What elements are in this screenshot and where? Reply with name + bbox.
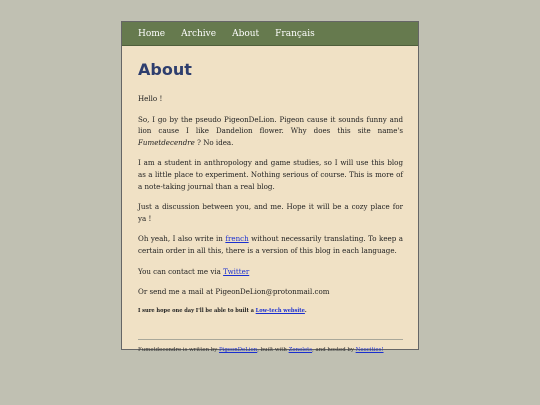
greeting-paragraph: Hello !	[138, 94, 163, 103]
nav-french-link[interactable]: Français	[275, 28, 315, 39]
zonelets-link[interactable]: Zonelets	[288, 346, 313, 353]
nav-about-link[interactable]: About	[232, 28, 260, 39]
site-name: Fumetdecendre	[138, 137, 195, 147]
author-link[interactable]: PigeonDeLion	[218, 346, 258, 353]
contact-paragraph	[138, 266, 403, 278]
pseudo-text: So, I go by the pseudo PigeonDeLion. Pigeon cause it sounds funny and lion cause I like Dandelion flower. Why does this site name's	[138, 114, 403, 136]
french-link[interactable]: french	[225, 234, 249, 244]
contact-text: You can contact me via	[138, 266, 224, 276]
nav-home-link[interactable]: Home	[138, 28, 166, 39]
lowtech-text: I sure hope one day I'll be able to built a	[138, 307, 256, 314]
discussion-paragraph: Just a discussion between you, and me. Hope it will be a cozy place for ya !	[138, 202, 403, 223]
french-text: Oh yeah, I also write in	[138, 234, 226, 244]
mail-paragraph: Or send me a mail at PigeonDeLion@protonmail.com	[138, 287, 330, 297]
twitter-link[interactable]: Twitter	[223, 266, 250, 276]
footer	[138, 346, 403, 354]
lowtech-note	[138, 307, 403, 315]
neocities-link[interactable]: Neocities!	[355, 346, 384, 353]
page-frame	[121, 21, 419, 353]
footer-text-2: , built with	[257, 346, 289, 353]
main-content	[122, 46, 418, 354]
footer-text-3: , and hosted by	[312, 346, 356, 353]
footer-divider	[138, 339, 403, 340]
french-text-end: without necessarily translating. To keep a certain order in all this, there is a version of this blog in each language.	[138, 234, 403, 255]
footer-text: Fumetdecendre is written by	[138, 346, 219, 353]
french-paragraph	[138, 233, 403, 256]
nav-archive-link[interactable]: Archive	[181, 28, 217, 39]
top-nav	[122, 22, 418, 46]
page-title: About	[138, 60, 192, 79]
student-paragraph: I am a student in anthropology and game studies, so I will use this blog as a little place to experiment. Nothing serious of course. This is more of a note-taking journal than a real blog.	[138, 158, 403, 191]
lowtech-link[interactable]: Low-tech website	[255, 307, 305, 314]
pseudo-paragraph	[138, 114, 403, 149]
pseudo-text-end: ? No idea.	[194, 137, 234, 147]
lowtech-text-end: .	[304, 307, 307, 314]
